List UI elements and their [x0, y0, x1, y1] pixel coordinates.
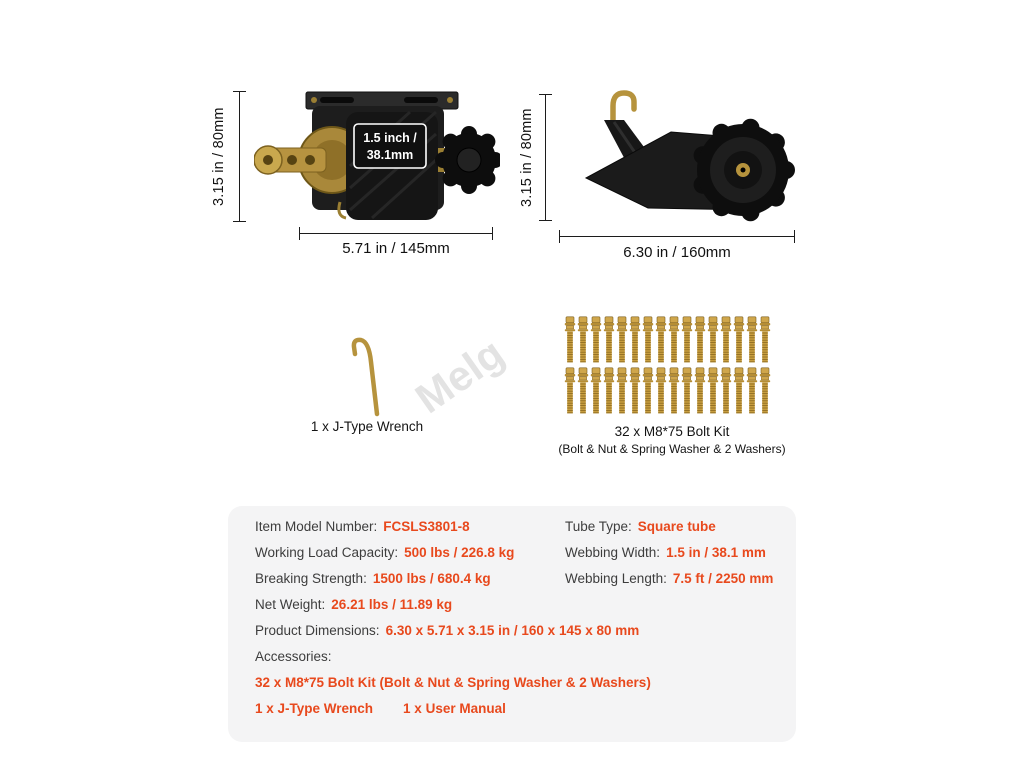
bolt	[694, 367, 706, 416]
bolt	[707, 367, 719, 416]
bolt-caption-title: 32 x M8*75 Bolt Kit	[614, 424, 730, 439]
spec-row	[255, 514, 776, 540]
bolt	[642, 367, 654, 416]
bolt	[759, 316, 771, 365]
spec-label: Accessories:	[255, 649, 332, 664]
bolt	[577, 316, 589, 365]
bolt-row	[564, 367, 771, 416]
dimension-label-right-height: 3.15 in / 80mm	[519, 108, 535, 207]
spec-row	[255, 696, 776, 722]
spec-value: 1.5 in / 38.1 mm	[666, 545, 766, 560]
bolt	[720, 316, 732, 365]
spec-row	[255, 566, 776, 592]
spec-label: Breaking Strength:	[255, 571, 367, 586]
bolt	[590, 367, 602, 416]
dimension-label-right-width: 6.30 in / 160mm	[623, 244, 731, 261]
bolt	[603, 367, 615, 416]
spec-label: Webbing Length:	[565, 571, 667, 586]
bolt-caption	[558, 424, 785, 456]
dimension-label-left-width: 5.71 in / 145mm	[342, 240, 450, 257]
wrench-caption-text: 1 x J-Type Wrench	[310, 419, 424, 434]
j-wrench-image	[350, 330, 386, 418]
watermark: Melg	[406, 328, 513, 423]
spec-value: 1 x User Manual	[403, 701, 506, 716]
spec-label: Product Dimensions:	[255, 623, 380, 638]
bolt	[746, 367, 758, 416]
dimension-line-right-width	[559, 236, 795, 237]
winch-side-view-image	[556, 86, 801, 234]
bolt	[759, 367, 771, 416]
spec-label: Working Load Capacity:	[255, 545, 399, 560]
strap-tag-line1: 1.5 inch /	[363, 131, 417, 145]
spec-row	[255, 592, 776, 618]
bolt	[668, 367, 680, 416]
bolt	[694, 316, 706, 365]
spec-value: 500 lbs / 226.8 kg	[404, 545, 515, 560]
dimension-line-left-width	[299, 233, 493, 234]
bolt	[629, 316, 641, 365]
bolt	[577, 367, 589, 416]
spec-value: 26.21 lbs / 11.89 kg	[331, 597, 453, 612]
bolt	[720, 367, 732, 416]
winch-front-view-image	[254, 84, 500, 234]
strap-width-tag	[354, 124, 426, 168]
bolt-row	[564, 316, 771, 365]
spec-value: Square tube	[637, 519, 716, 534]
bolt	[733, 367, 745, 416]
bolt	[668, 316, 680, 365]
strap-tag-line2: 38.1mm	[366, 148, 414, 162]
spec-value: 6.30 x 5.71 x 3.15 in / 160 x 145 x 80 mm	[385, 623, 640, 638]
spec-value: 1 x J-Type Wrench	[255, 701, 374, 716]
spec-label: Item Model Number:	[255, 519, 378, 534]
spec-label: Net Weight:	[255, 597, 326, 612]
bolt	[629, 367, 641, 416]
bolt	[655, 367, 667, 416]
bolt	[564, 316, 576, 365]
bolt	[681, 316, 693, 365]
spec-row	[255, 540, 776, 566]
spec-label: Webbing Width:	[565, 545, 661, 560]
dimension-line-right-height	[545, 94, 546, 221]
bolt	[681, 367, 693, 416]
bolt-grid	[564, 316, 771, 418]
bolt	[733, 316, 745, 365]
spec-row	[255, 644, 776, 670]
bolt	[603, 316, 615, 365]
bolt	[616, 316, 628, 365]
bolt	[642, 316, 654, 365]
dimension-label-left-height: 3.15 in / 80mm	[211, 107, 227, 206]
spec-value: 32 x M8*75 Bolt Kit (Bolt & Nut & Spring Washer & 2 Washers)	[255, 675, 651, 690]
bolt	[746, 316, 758, 365]
bolt-caption-sub: (Bolt & Nut & Spring Washer & 2 Washers)	[558, 442, 786, 456]
spec-label: Tube Type:	[565, 519, 632, 534]
bolt	[564, 367, 576, 416]
bolt	[655, 316, 667, 365]
wrench-caption	[311, 419, 423, 434]
spec-row	[255, 670, 776, 696]
spec-value: FCSLS3801-8	[383, 519, 470, 534]
bolt	[616, 367, 628, 416]
bolt	[707, 316, 719, 365]
tension-knob	[435, 126, 500, 194]
spec-row	[255, 618, 776, 644]
spec-panel	[228, 506, 796, 742]
dimension-line-left-height	[239, 91, 240, 222]
spec-value: 1500 lbs / 680.4 kg	[372, 571, 491, 586]
bolt	[590, 316, 602, 365]
spec-value: 7.5 ft / 2250 mm	[672, 571, 774, 586]
